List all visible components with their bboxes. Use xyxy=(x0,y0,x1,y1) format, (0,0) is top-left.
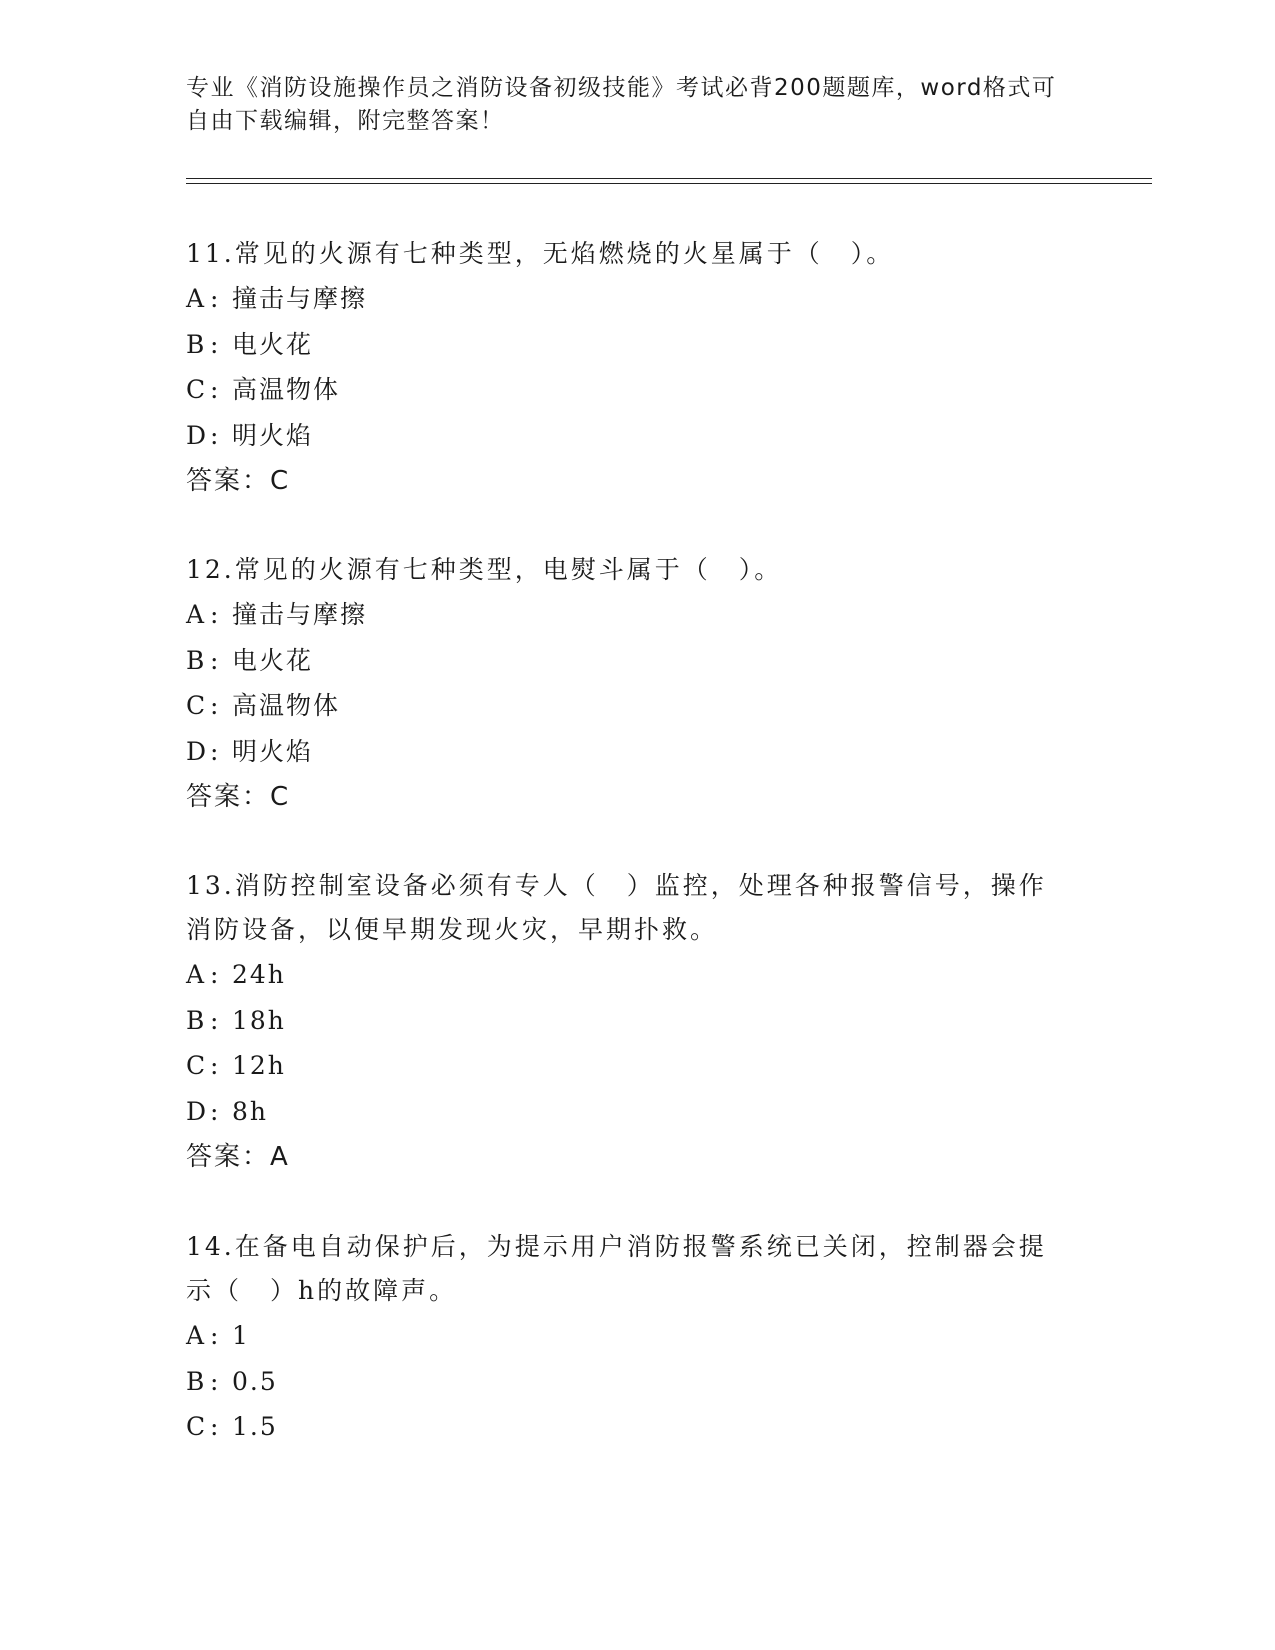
header-rule-bottom xyxy=(186,183,1152,184)
option-b xyxy=(186,638,1086,684)
option-separator: : xyxy=(210,1366,221,1396)
option-text: 1.5 xyxy=(232,1412,278,1441)
question-stem-line-2: 示（ ）h的故障声。 xyxy=(186,1276,458,1305)
option-letter: A xyxy=(186,1321,207,1350)
question-stem-line-1: 14.在备电自动保护后，为提示用户消防报警系统已关闭，控制器会提 xyxy=(186,1232,1047,1261)
question-stem-line-2: 消防设备，以便早期发现火灾，早期扑救。 xyxy=(186,915,719,944)
option-letter: B xyxy=(186,1005,207,1035)
option-a xyxy=(186,276,1086,322)
option-a xyxy=(186,1313,1086,1359)
option-c xyxy=(186,1043,1086,1089)
option-text: 撞击与摩擦 xyxy=(232,284,368,313)
option-letter: D xyxy=(186,1096,209,1126)
option-letter: B xyxy=(186,1366,207,1396)
option-separator: : xyxy=(210,284,221,313)
option-letter: B xyxy=(186,645,207,675)
option-letter: A xyxy=(186,960,207,989)
option-text: 12h xyxy=(232,1051,286,1080)
option-letter: C xyxy=(186,691,208,720)
answer-line xyxy=(186,774,1086,820)
answer-line xyxy=(186,1134,1086,1180)
option-separator: : xyxy=(210,1412,221,1441)
option-text: 8h xyxy=(232,1096,269,1126)
option-letter: C xyxy=(186,375,208,404)
answer-value: A xyxy=(270,1142,288,1172)
header-rule-top xyxy=(186,178,1152,179)
option-a xyxy=(186,952,1086,998)
option-d xyxy=(186,413,1086,459)
option-separator: : xyxy=(210,420,221,450)
option-b xyxy=(186,1359,1086,1405)
option-letter: C xyxy=(186,1412,208,1441)
option-separator: : xyxy=(210,600,221,629)
option-text: 18h xyxy=(232,1005,286,1035)
question-13 xyxy=(186,864,1086,1180)
option-letter: D xyxy=(186,420,209,450)
option-c xyxy=(186,367,1086,413)
option-letter: C xyxy=(186,1051,208,1080)
option-separator: : xyxy=(210,375,221,404)
option-text: 1 xyxy=(232,1321,250,1350)
option-separator: : xyxy=(210,1096,221,1126)
option-letter: A xyxy=(186,600,207,629)
question-14 xyxy=(186,1225,1086,1450)
option-text: 电火花 xyxy=(232,329,314,359)
answer-line xyxy=(186,458,1086,504)
option-text: 明火焰 xyxy=(232,736,314,766)
option-text: 撞击与摩擦 xyxy=(232,600,368,629)
option-separator: : xyxy=(210,1321,221,1350)
answer-label: 答案： xyxy=(186,1142,271,1172)
question-12 xyxy=(186,548,1086,820)
question-stem: 11.常见的火源有七种类型，无焰燃烧的火星属于（ ）。 xyxy=(186,239,895,268)
question-stem: 12.常见的火源有七种类型，电熨斗属于（ ）。 xyxy=(186,555,783,584)
option-separator: : xyxy=(210,1051,221,1080)
option-a xyxy=(186,592,1086,638)
option-text: 24h xyxy=(232,960,286,989)
question-stem-line-1: 13.消防控制室设备必须有专人（ ）监控，处理各种报警信号，操作 xyxy=(186,871,1047,900)
option-d xyxy=(186,1089,1086,1135)
option-separator: : xyxy=(210,736,221,766)
answer-label: 答案： xyxy=(186,466,271,496)
header-line-1: 专业《消防设施操作员之消防设备初级技能》考试必背200题题库，word格式可 xyxy=(186,75,1057,101)
option-separator: : xyxy=(210,960,221,989)
option-text: 高温物体 xyxy=(232,691,341,720)
option-text: 明火焰 xyxy=(232,420,314,450)
option-b xyxy=(186,998,1086,1044)
option-c xyxy=(186,1404,1086,1450)
option-letter: A xyxy=(186,284,207,313)
header-line-2: 自由下载编辑，附完整答案！ xyxy=(186,108,505,134)
option-separator: : xyxy=(210,645,221,675)
question-11 xyxy=(186,232,1086,504)
option-d xyxy=(186,729,1086,775)
document-header xyxy=(186,72,1066,138)
answer-value: C xyxy=(270,466,289,496)
option-separator: : xyxy=(210,329,221,359)
answer-value: C xyxy=(270,782,289,812)
option-letter: B xyxy=(186,329,207,359)
option-c xyxy=(186,683,1086,729)
option-text: 0.5 xyxy=(232,1366,278,1396)
option-b xyxy=(186,322,1086,368)
option-separator: : xyxy=(210,691,221,720)
answer-label: 答案： xyxy=(186,782,271,812)
option-letter: D xyxy=(186,736,209,766)
option-text: 电火花 xyxy=(232,645,314,675)
option-separator: : xyxy=(210,1005,221,1035)
option-text: 高温物体 xyxy=(232,375,341,404)
